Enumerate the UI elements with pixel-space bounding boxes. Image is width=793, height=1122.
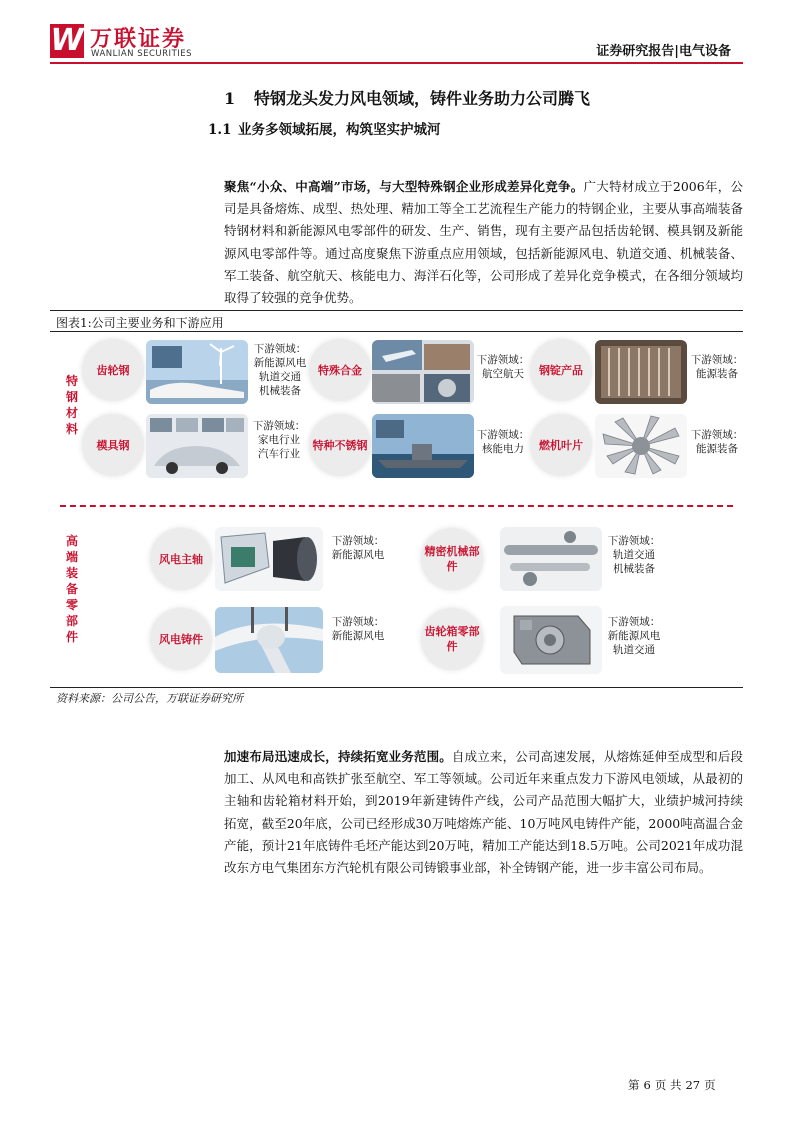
page-total: 27 [685,1078,701,1092]
product-steel-ingot: 钢锭产品 [530,339,592,401]
gear-steel-image [146,340,248,404]
report-sector: 电气设备 [678,44,731,59]
figure-top-rule [50,310,743,311]
downstream-special-stainless: 下游领域： 核能电力 [476,429,530,455]
subsection-number: 1.1 [208,122,232,138]
category-special-steel: 特钢材料 [65,374,78,436]
page-number: 6 [643,1078,651,1092]
wind-casting-image [215,607,323,673]
downstream-wind-casting: 下游领域： 新能源风电 [331,616,385,642]
section-number: 1 [224,89,236,108]
downstream-mold-steel: 下游领域： 家电行业 汽车行业 [252,420,306,460]
product-precision-parts: 精密机械部件 [421,528,483,590]
figure-bottom-rule [50,687,743,688]
product-gear-steel: 齿轮钢 [82,339,144,401]
downstream-turbine-blade: 下游领域： 能源装备 [690,429,744,455]
paragraph-2 [224,746,743,879]
header-separator: | [674,44,679,59]
figure-source: 资料来源：公司公告，万联证券研究所 [56,692,243,705]
paragraph-1-lead: 聚焦“小众、中高端”市场，与大型特殊钢企业形成差异化竞争。 [224,179,584,194]
logo-mark: W [50,23,84,58]
downstream-wind-main-shaft: 下游领域： 新能源风电 [331,535,385,561]
product-special-stainless: 特种不锈钢 [309,414,371,476]
figure-caption-rule [50,331,743,332]
special-stainless-image [372,414,474,478]
report-header [596,40,731,59]
subsection-heading [208,118,441,138]
paragraph-1 [224,176,743,309]
product-gearbox-parts: 齿轮箱零部件 [421,608,483,670]
paragraph-1-body: 广大特材成立于2006年，公司是具备熔炼、成型、热处理、精加工等全工艺流程生产能力的特钢企业，主要从事高端装备特钢材料和新能源风电零部件的研发、生产、销售，现有主要产品包括齿轮钢、模具钢及新能源风电零部件等。通过高度聚焦下游重点应用领域，包括新能源风电、轨道交通、机械装备、军工装备、航空航天、核能电力、海洋石化等，公司形成了差异化竞争模式，在各细分领域均取得了较强的竞争优势。 [224,179,743,306]
gearbox-parts-image [500,606,602,674]
figure-caption: 图表1:公司主要业务和下游应用 [56,316,224,330]
special-alloy-image [372,340,474,404]
paragraph-2-lead: 加速布局迅速成长，持续拓宽业务范围。 [224,749,452,764]
precision-parts-image [500,527,602,591]
downstream-steel-ingot: 下游领域： 能源装备 [690,354,744,380]
product-mold-steel: 模具钢 [82,414,144,476]
section-heading [224,86,590,109]
category-separator [60,505,733,507]
product-special-alloy: 特殊合金 [309,339,371,401]
downstream-gearbox-parts: 下游领域： 新能源风电 轨道交通 [607,616,661,656]
turbine-blade-image [595,414,687,478]
product-turbine-blade: 燃机叶片 [530,414,592,476]
product-wind-casting: 风电铸件 [150,608,212,670]
paragraph-2-body: 自成立来，公司高速发展，从熔炼延伸至成型和后段加工、从风电和高铁扩张至航空、军工等领域。公司近年来重点发力下游风电领域，从最初的主轴和齿轮箱材料开始，到2019年新建铸件产线，公司产品范围大幅扩大，业绩护城河持续拓宽，截至20年底，公司已经形成30万吨熔炼产能、10万吨风电铸件产能，2000吨高温合金产能，预计21年底铸件毛坯产能达到20万吨，精加工产能达到18.5万吨。公司2021年成功混改东方电气集团东方汽轮机有限公司铸锻事业部，补全铸钢产能，进一步丰富公司布局。 [224,749,743,876]
header-divider [50,62,743,64]
mold-steel-image [146,414,248,478]
downstream-precision-parts: 下游领域： 轨道交通 机械装备 [607,535,661,575]
steel-ingot-image [595,340,687,404]
wind-main-shaft-image [215,527,323,591]
downstream-gear-steel: 下游领域： 新能源风电 轨道交通 机械装备 [253,343,307,397]
section-title: 特钢龙头发力风电领域，铸件业务助力公司腾飞 [254,89,591,108]
category-high-end-parts: 高端装备零部件 [65,534,78,644]
logo-english: WANLIAN SECURITIES [91,49,193,59]
page-footer: 第 6 页 共 27 页 [628,1078,716,1092]
subsection-title: 业务多领域拓展，构筑坚实护城河 [238,122,441,138]
report-type: 证券研究报告 [596,44,675,59]
product-wind-main-shaft: 风电主轴 [150,528,212,590]
logo-text: 万联证券 [90,27,187,52]
downstream-special-alloy: 下游领域： 航空航天 [476,354,530,380]
